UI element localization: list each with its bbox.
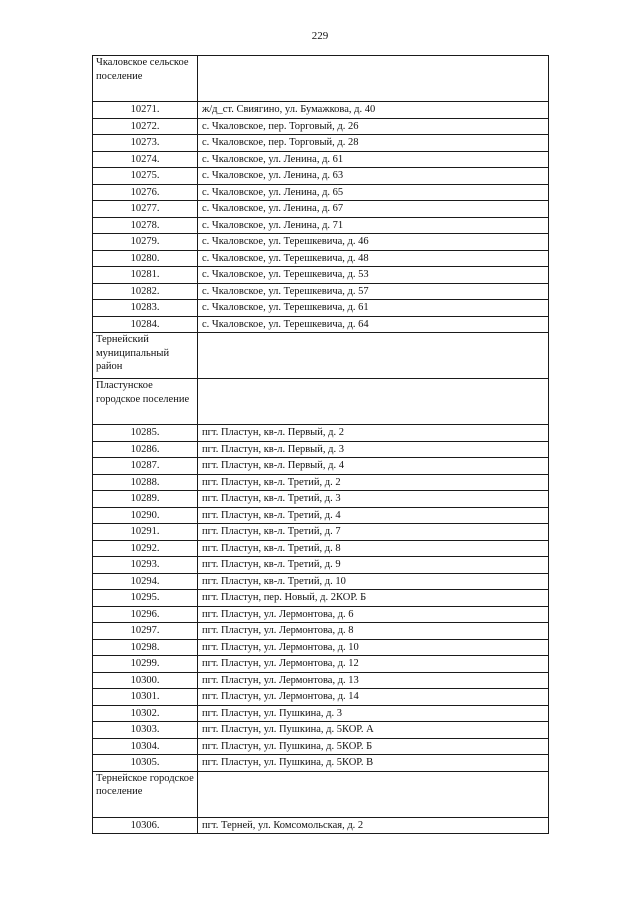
entry-number: 10276.	[93, 184, 198, 201]
table-row	[93, 524, 549, 541]
section-name: Пластунское городское поселение	[93, 379, 198, 425]
section-empty-cell	[198, 56, 549, 102]
entry-number: 10275.	[93, 168, 198, 185]
entry-number: 10297.	[93, 623, 198, 640]
table-row	[93, 151, 549, 168]
table-row	[93, 441, 549, 458]
table-row	[93, 606, 549, 623]
entry-number: 10296.	[93, 606, 198, 623]
entry-number: 10279.	[93, 234, 198, 251]
section-header-row	[93, 771, 549, 817]
entry-number: 10277.	[93, 201, 198, 218]
entry-address: с. Чкаловское, ул. Терешкевича, д. 48	[198, 250, 549, 267]
entry-number: 10304.	[93, 738, 198, 755]
entry-number: 10293.	[93, 557, 198, 574]
entry-address: пгт. Пластун, кв-л. Третий, д. 4	[198, 507, 549, 524]
entry-address: пгт. Пластун, ул. Лермонтова, д. 6	[198, 606, 549, 623]
entry-address: пгт. Пластун, кв-л. Первый, д. 4	[198, 458, 549, 475]
entry-number: 10306.	[93, 817, 198, 834]
entry-number: 10298.	[93, 639, 198, 656]
entry-address: пгт. Пластун, ул. Лермонтова, д. 14	[198, 689, 549, 706]
entry-address: пгт. Пластун, ул. Лермонтова, д. 8	[198, 623, 549, 640]
entry-number: 10294.	[93, 573, 198, 590]
entry-address: пгт. Пластун, ул. Пушкина, д. 5КОР. Б	[198, 738, 549, 755]
entry-address: с. Чкаловское, ул. Ленина, д. 67	[198, 201, 549, 218]
table-row	[93, 118, 549, 135]
section-header-row	[93, 56, 549, 102]
table-row	[93, 540, 549, 557]
address-register-table	[92, 55, 549, 834]
entry-number: 10287.	[93, 458, 198, 475]
entry-address: с. Чкаловское, ул. Терешкевича, д. 64	[198, 316, 549, 333]
entry-address: пгт. Пластун, кв-л. Первый, д. 2	[198, 425, 549, 442]
section-empty-cell	[198, 379, 549, 425]
entry-address: с. Чкаловское, ул. Терешкевича, д. 46	[198, 234, 549, 251]
table-row	[93, 283, 549, 300]
entry-number: 10280.	[93, 250, 198, 267]
page-number: 229	[311, 30, 329, 42]
entry-number: 10288.	[93, 474, 198, 491]
entry-number: 10301.	[93, 689, 198, 706]
table-row	[93, 491, 549, 508]
section-empty-cell	[198, 771, 549, 817]
entry-address: с. Чкаловское, ул. Ленина, д. 65	[198, 184, 549, 201]
section-header-row	[93, 333, 549, 379]
entry-address: с. Чкаловское, ул. Терешкевича, д. 53	[198, 267, 549, 284]
entry-address: пгт. Пластун, кв-л. Третий, д. 3	[198, 491, 549, 508]
entry-address: с. Чкаловское, ул. Ленина, д. 71	[198, 217, 549, 234]
table-row	[93, 590, 549, 607]
table-row	[93, 817, 549, 834]
table-row	[93, 656, 549, 673]
table-row	[93, 168, 549, 185]
entry-address: пгт. Пластун, кв-л. Третий, д. 2	[198, 474, 549, 491]
entry-number: 10272.	[93, 118, 198, 135]
entry-number: 10295.	[93, 590, 198, 607]
table-row	[93, 705, 549, 722]
entry-address: с. Чкаловское, пер. Торговый, д. 28	[198, 135, 549, 152]
section-header-row	[93, 379, 549, 425]
table-row	[93, 102, 549, 119]
entry-address: с. Чкаловское, ул. Терешкевича, д. 57	[198, 283, 549, 300]
table-row	[93, 639, 549, 656]
section-empty-cell	[198, 333, 549, 379]
table-row	[93, 234, 549, 251]
entry-number: 10284.	[93, 316, 198, 333]
entry-number: 10281.	[93, 267, 198, 284]
entry-number: 10305.	[93, 755, 198, 772]
entry-address: ж/д_ст. Свиягино, ул. Бумажкова, д. 40	[198, 102, 549, 119]
entry-number: 10271.	[93, 102, 198, 119]
entry-number: 10286.	[93, 441, 198, 458]
entry-address: пгт. Пластун, ул. Пушкина, д. 5КОР. В	[198, 755, 549, 772]
table-row	[93, 474, 549, 491]
table-row	[93, 458, 549, 475]
table-row	[93, 557, 549, 574]
table-row	[93, 201, 549, 218]
entry-address: пгт. Пластун, кв-л. Третий, д. 9	[198, 557, 549, 574]
table-row	[93, 250, 549, 267]
table-row	[93, 755, 549, 772]
table-row	[93, 573, 549, 590]
table-row	[93, 623, 549, 640]
entry-address: пгт. Пластун, ул. Лермонтова, д. 13	[198, 672, 549, 689]
table-row	[93, 672, 549, 689]
table-row	[93, 135, 549, 152]
entry-number: 10292.	[93, 540, 198, 557]
table-row	[93, 507, 549, 524]
table-row	[93, 300, 549, 317]
table-row	[93, 184, 549, 201]
table-row	[93, 425, 549, 442]
entry-address: пгт. Пластун, кв-л. Третий, д. 10	[198, 573, 549, 590]
section-name: Чкаловское сельское поселение	[93, 56, 198, 102]
entry-number: 10273.	[93, 135, 198, 152]
entry-address: пгт. Пластун, ул. Лермонтова, д. 10	[198, 639, 549, 656]
entry-number: 10274.	[93, 151, 198, 168]
table-row	[93, 217, 549, 234]
entry-number: 10285.	[93, 425, 198, 442]
entry-address: с. Чкаловское, ул. Ленина, д. 63	[198, 168, 549, 185]
entry-address: пгт. Пластун, пер. Новый, д. 2КОР. Б	[198, 590, 549, 607]
entry-number: 10283.	[93, 300, 198, 317]
entry-address: с. Чкаловское, ул. Терешкевича, д. 61	[198, 300, 549, 317]
entry-number: 10289.	[93, 491, 198, 508]
entry-number: 10299.	[93, 656, 198, 673]
entry-number: 10291.	[93, 524, 198, 541]
entry-address: пгт. Пластун, ул. Лермонтова, д. 12	[198, 656, 549, 673]
entry-address: пгт. Пластун, кв-л. Первый, д. 3	[198, 441, 549, 458]
entry-number: 10300.	[93, 672, 198, 689]
table-row	[93, 267, 549, 284]
entry-number: 10290.	[93, 507, 198, 524]
entry-address: с. Чкаловское, ул. Ленина, д. 61	[198, 151, 549, 168]
entry-number: 10303.	[93, 722, 198, 739]
entry-address: пгт. Терней, ул. Комсомольская, д. 2	[198, 817, 549, 834]
register-body	[93, 56, 549, 834]
entry-address: пгт. Пластун, ул. Пушкина, д. 3	[198, 705, 549, 722]
entry-number: 10282.	[93, 283, 198, 300]
section-name: Тернейское городское поселение	[93, 771, 198, 817]
table-row	[93, 738, 549, 755]
entry-number: 10302.	[93, 705, 198, 722]
entry-number: 10278.	[93, 217, 198, 234]
table-row	[93, 689, 549, 706]
entry-address: пгт. Пластун, ул. Пушкина, д. 5КОР. А	[198, 722, 549, 739]
section-name: Тернейский муниципальный район	[93, 333, 198, 379]
entry-address: пгт. Пластун, кв-л. Третий, д. 8	[198, 540, 549, 557]
table-row	[93, 722, 549, 739]
table-row	[93, 316, 549, 333]
entry-address: пгт. Пластун, кв-л. Третий, д. 7	[198, 524, 549, 541]
entry-address: с. Чкаловское, пер. Торговый, д. 26	[198, 118, 549, 135]
